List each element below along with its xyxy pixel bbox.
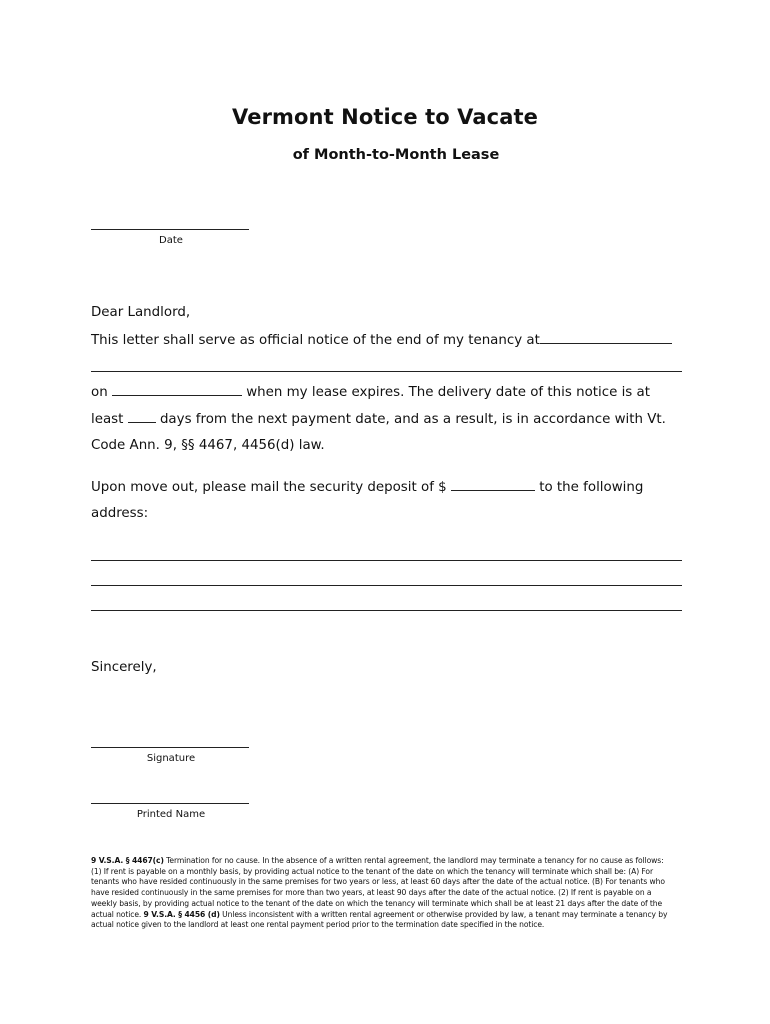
- document-title: Vermont Notice to Vacate: [232, 105, 538, 129]
- printed-name-block: [91, 803, 251, 820]
- signature-block: [91, 747, 251, 764]
- paragraph1-line4: [91, 409, 683, 429]
- signature-caption: Signature: [146, 753, 196, 764]
- printed-name-blank[interactable]: [91, 803, 249, 804]
- closing: Sincerely,: [91, 660, 157, 675]
- printed-name-caption: Printed Name: [136, 809, 206, 820]
- paragraph1-text1: This letter shall serve as official notice of the end of my tenancy at: [91, 333, 540, 348]
- forwarding-address-line-1[interactable]: [91, 560, 682, 561]
- paragraph1-line1: [91, 330, 683, 350]
- paragraph1-least: least: [91, 412, 124, 427]
- paragraph2-text-end: to the following: [539, 480, 644, 495]
- statute-footnote: [91, 856, 669, 931]
- footnote-ref-4456: 9 V.S.A. § 4456 (d): [143, 909, 220, 919]
- paragraph2-line1: [91, 477, 683, 497]
- footnote-ref-4467: 9 V.S.A. § 4467(c): [91, 856, 164, 865]
- greeting: Dear Landlord,: [91, 305, 191, 320]
- paragraph2-text-start: Upon move out, please mail the security deposit of $: [91, 480, 447, 495]
- signature-blank[interactable]: [91, 747, 249, 748]
- address-continuation-blank[interactable]: [91, 371, 682, 372]
- date-blank[interactable]: [91, 229, 249, 230]
- paragraph2-line2: address:: [91, 506, 149, 521]
- paragraph1-line3: [91, 382, 683, 402]
- days-blank[interactable]: [128, 409, 156, 423]
- move-out-date-blank[interactable]: [112, 382, 242, 396]
- footnote-text-4456: Unless inconsistent with a written rental agreement or otherwise provided by law, a tenant may terminate a tenancy by actual notice given to the landlord at least one rental payment period prior to the termination date specified in the notice.: [91, 909, 668, 930]
- document-subtitle: of Month-to-Month Lease: [292, 147, 500, 163]
- date-block: [91, 229, 251, 246]
- paragraph1-line5: Code Ann. 9, §§ 4467, 4456(d) law.: [91, 438, 325, 453]
- deposit-amount-blank[interactable]: [451, 477, 535, 491]
- date-caption: Date: [159, 235, 183, 246]
- footnote-text-4467: Termination for no cause. In the absence of a written rental agreement, the landlord may terminate a tenancy for no cause as follows: (1) If rent is payable on a monthly basis, by providing actual notice to the tenant of the date on which the tenancy will terminate which shall be: (A) For tenants who have resided continuously in the same premises for two years or less, at least 60 days after the date of the actual notice. (B) For tenants who have resided continuously in the same premises for more than two years, at least 90 days after the date of the actual notice. (2) If rent is payable on a weekly basis, by providing actual notice to the tenant of the date on which the tenancy will terminate which shall be at least 21 days after the date of the actual notice.: [91, 856, 665, 919]
- paragraph1-on: on: [91, 385, 108, 400]
- paragraph1-text3: when my lease expires. The delivery date of this notice is at: [246, 385, 650, 400]
- address-blank[interactable]: [540, 330, 672, 344]
- forwarding-address-line-3[interactable]: [91, 610, 682, 611]
- forwarding-address-line-2[interactable]: [91, 585, 682, 586]
- paragraph1-text4: days from the next payment date, and as a result, is in accordance with Vt.: [159, 412, 666, 427]
